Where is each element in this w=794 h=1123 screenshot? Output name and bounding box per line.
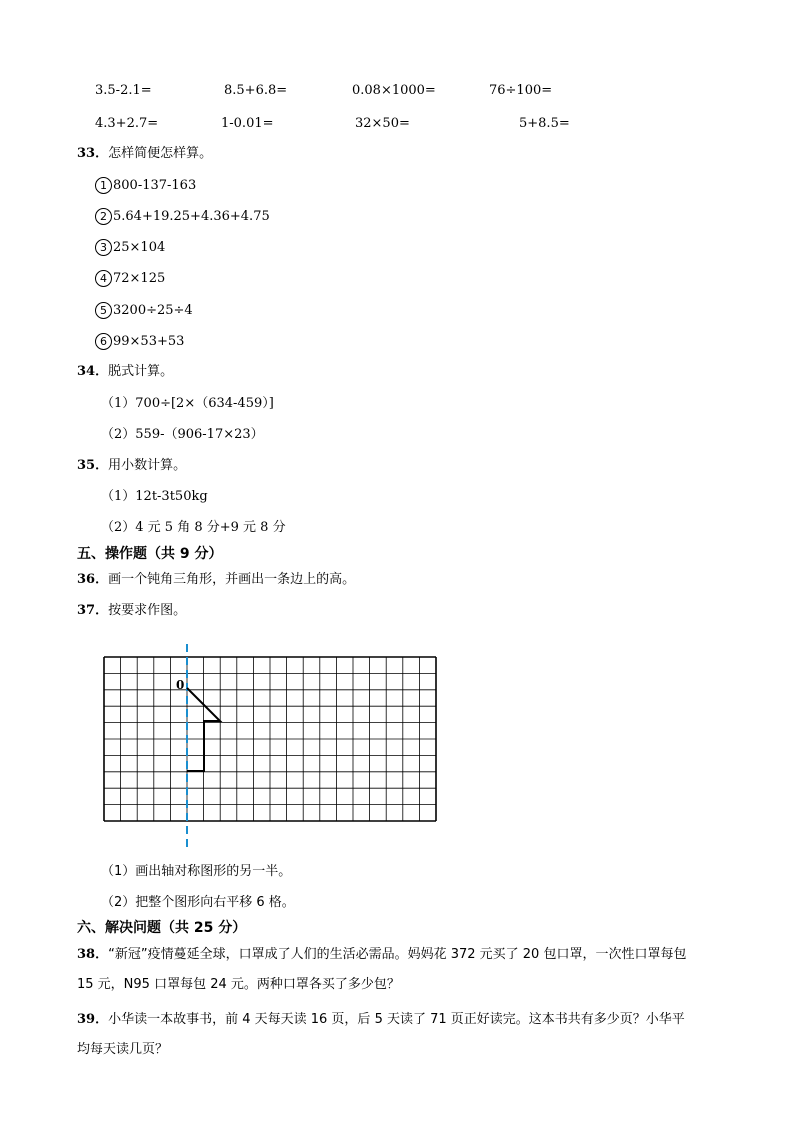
question-38-line1 <box>77 947 686 963</box>
q35-item-2: （2）4 元 5 角 8 分+9 元 8 分 <box>101 520 286 535</box>
question-number: 38． <box>77 947 109 962</box>
oral-calc-3: 0.08×1000= <box>352 83 436 98</box>
question-text: 画一个钝角三角形，并画出一条边上的高。 <box>108 572 356 587</box>
expression: 25×104 <box>113 240 166 255</box>
circled-number: 3 <box>95 239 112 256</box>
question-number: 33． <box>77 146 109 161</box>
question-number: 39． <box>77 1012 109 1027</box>
oral-calc-5: 4.3+2.7= <box>95 116 159 131</box>
oral-calc-6: 1-0.01= <box>221 116 274 131</box>
q34-item-2: （2）559-（906-17×23） <box>101 427 264 442</box>
question-38-line2: 15 元，N95 口罩每包 24 元。两种口罩各买了多少包？ <box>77 977 400 992</box>
circled-number: 4 <box>95 270 112 287</box>
question-39-line2: 均每天读几页？ <box>77 1042 169 1057</box>
oral-calc-7: 32×50= <box>355 116 410 131</box>
question-title: 按要求作图。 <box>108 603 187 618</box>
question-title: 脱式计算。 <box>108 364 174 379</box>
q37-item-1: （1）画出轴对称图形的另一半。 <box>101 864 292 879</box>
expression: 800-137-163 <box>113 178 197 193</box>
question-title: 用小数计算。 <box>108 458 187 473</box>
expression: 72×125 <box>113 271 166 286</box>
oral-calc-4: 76÷100= <box>489 83 553 98</box>
expression: 5.64+19.25+4.36+4.75 <box>113 209 270 224</box>
question-title: 怎样简便怎样算。 <box>108 146 213 161</box>
origin-label: 0 <box>176 678 185 692</box>
section-title-6: 六、解决问题（共 25 分） <box>77 920 247 936</box>
q37-item-2: （2）把整个图形向右平移 6 格。 <box>101 895 295 910</box>
q34-item-1: （1）700÷[2×（634-459）] <box>101 396 274 411</box>
circled-number: 5 <box>95 302 112 319</box>
question-text: 小华读一本故事书，前 4 天每天读 16 页，后 5 天读了 71 页正好读完。这本书共有多少页？小华平 <box>108 1012 685 1027</box>
question-number: 37． <box>77 603 109 618</box>
circled-number: 2 <box>95 208 112 225</box>
grid-lines <box>104 657 436 821</box>
q35-item-1: （1）12t-3t50kg <box>101 489 208 504</box>
question-number: 35． <box>77 458 109 473</box>
oral-calc-8: 5+8.5= <box>519 116 570 131</box>
expression: 99×53+53 <box>113 334 185 349</box>
circled-number: 1 <box>95 177 112 194</box>
question-number: 34． <box>77 364 109 379</box>
circled-number: 6 <box>95 333 112 350</box>
expression: 3200÷25÷4 <box>113 303 193 318</box>
oral-calc-1: 3.5-2.1= <box>95 83 152 98</box>
question-39-line1 <box>77 1012 685 1028</box>
question-text: “新冠”疫情蔓延全球，口罩成了人们的生活必需品。妈妈花 372 元买了 20 包口罩，一次性口罩每包 <box>108 947 687 962</box>
question-number: 36． <box>77 572 109 587</box>
section-title-5: 五、操作题（共 9 分） <box>77 546 223 562</box>
oral-calc-2: 8.5+6.8= <box>224 83 288 98</box>
